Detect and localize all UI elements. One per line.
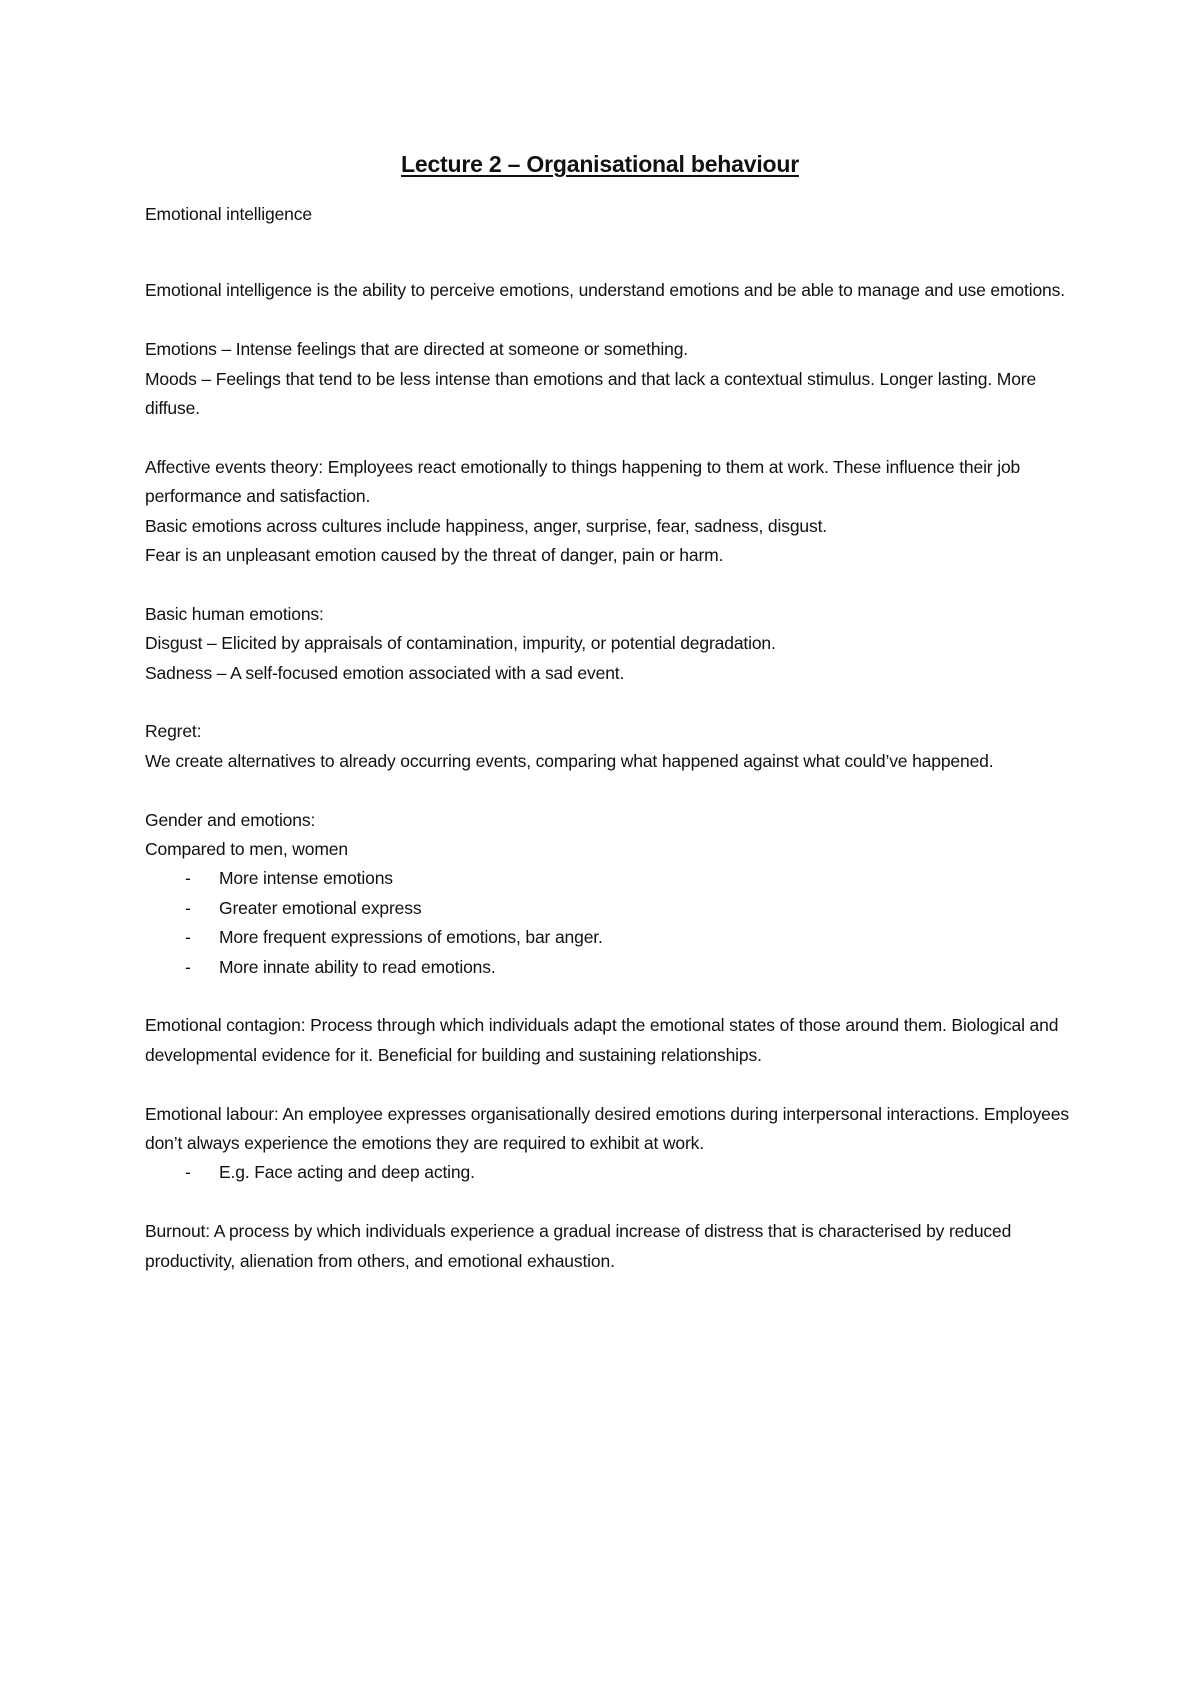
bullet-marker: - [185, 897, 191, 918]
list-item: - Greater emotional express [145, 894, 1075, 923]
section-heading-emotional-intelligence: Emotional intelligence [145, 204, 312, 224]
paragraph-ei-definition: Emotional intelligence is the ability to perceive emotions, understand emotions and be able to manage and use emotions. [145, 280, 1065, 301]
paragraph-emotional-labour: Emotional labour: An employee expresses organisationally desired emotions during interpersonal interactions. Employees don’t always experience the emotions they are required to exhibit at work. [145, 1103, 1069, 1154]
paragraph-regret: We create alternatives to already occurring events, comparing what happened against what could’ve happened. [145, 750, 994, 771]
list-item: - More innate ability to read emotions. [145, 953, 1075, 982]
labour-bullet-list [145, 1158, 1075, 1187]
paragraph-moods-definition: Moods – Feelings that tend to be less intense than emotions and that lack a contextual stimulus. Longer lasting. More diffuse. [145, 368, 1037, 419]
paragraph-disgust: Disgust – Elicited by appraisals of contamination, impurity, or potential degradation. [145, 633, 776, 654]
paragraph-sadness: Sadness – A self-focused emotion associated with a sad event. [145, 662, 625, 683]
heading-regret: Regret: [145, 721, 202, 742]
paragraph-emotional-contagion: Emotional contagion: Process through which individuals adapt the emotional states of those around them. Biological and developmental evidence for it. Beneficial for building and sustaining relationships. [145, 1015, 1059, 1065]
paragraph-fear: Fear is an unpleasant emotion caused by the threat of danger, pain or harm. [145, 545, 724, 566]
heading-basic-human-emotions: Basic human emotions: [145, 603, 324, 624]
list-item: - More intense emotions [145, 864, 1075, 893]
list-item: - E.g. Face acting and deep acting. [145, 1158, 1075, 1187]
list-item: - More frequent expressions of emotions, bar anger. [145, 923, 1075, 952]
gender-bullet-list [145, 864, 1075, 982]
paragraph-gender-intro: Compared to men, women [145, 839, 348, 860]
paragraph-affective-events-theory: Affective events theory: Employees react emotionally to things happening to them at work. These influence their job performance and satisfaction. [145, 456, 1021, 507]
paragraph-basic-emotions: Basic emotions across cultures include happiness, anger, surprise, fear, sadness, disgust. [145, 515, 828, 536]
bullet-marker: - [185, 927, 191, 948]
bullet-marker: - [185, 1162, 191, 1183]
paragraph-emotions-definition: Emotions – Intense feelings that are directed at someone or something. [145, 339, 689, 360]
bullet-marker: - [185, 956, 191, 977]
heading-gender-and-emotions: Gender and emotions: [145, 809, 316, 830]
bullet-marker: - [185, 868, 191, 889]
document-body [145, 200, 1075, 1276]
paragraph-burnout: Burnout: A process by which individuals experience a gradual increase of distress that is characterised by reduced productivity, alienation from others, and emotional exhaustion. [145, 1221, 1012, 1271]
document-title: Lecture 2 – Organisational behaviour [401, 151, 799, 177]
